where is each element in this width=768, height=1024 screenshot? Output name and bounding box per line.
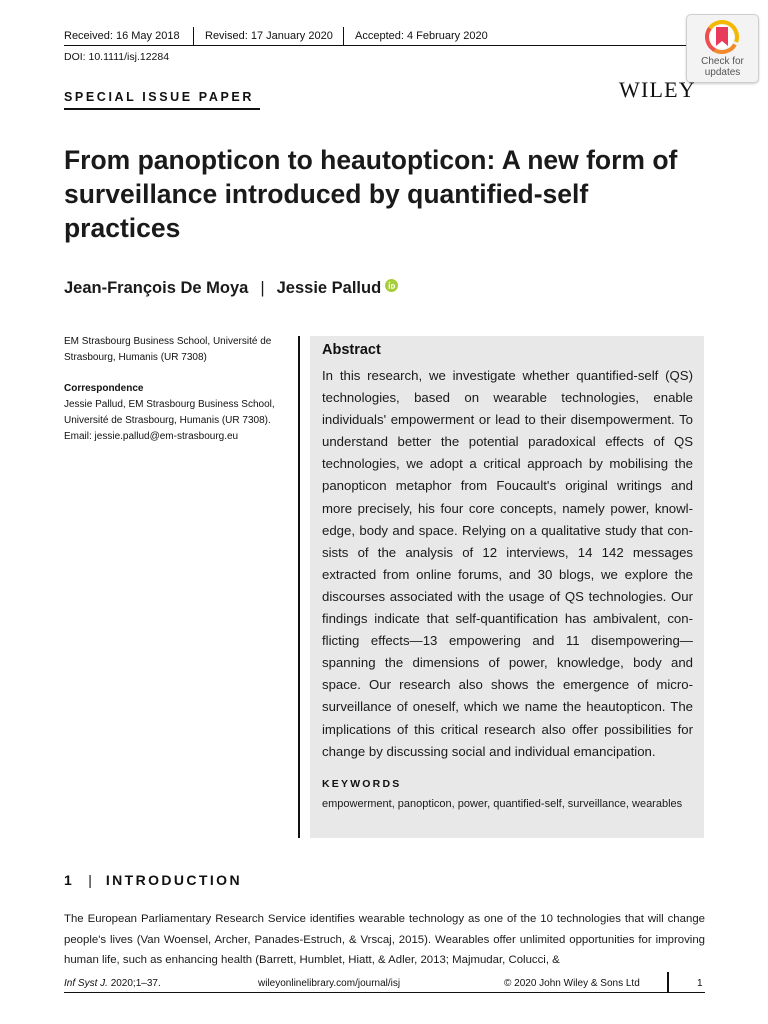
keywords-heading: KEYWORDS bbox=[322, 778, 402, 790]
revised-date: Revised: 17 January 2020 bbox=[205, 30, 333, 42]
section-title: INTRODUCTION bbox=[105, 872, 242, 888]
keywords-text: empowerment, panopticon, power, quantified-self, surveillance, wearables bbox=[322, 798, 683, 810]
author-line bbox=[64, 279, 398, 298]
section-number: 1 bbox=[64, 872, 75, 888]
header-divider bbox=[193, 27, 194, 46]
footer-copyright: © 2020 John Wiley & Sons Ltd bbox=[504, 978, 640, 989]
received-date: Received: 16 May 2018 bbox=[64, 30, 180, 42]
intro-paragraph: The European Parliamentary Research Service identifies wearable technology as one of the 10 technologies that will change people's lives (Van Woensel, Archer, Panades-Estruch, & Vrscaj, 2015). Wearables offer unlimited opportunities for improving human life, such as enhancing health (Barrett, Humblet, Hiatt, & Adler, 2013; Majmudar, Colucci, & bbox=[64, 913, 705, 966]
abstract-box bbox=[310, 336, 704, 838]
page-number: 1 bbox=[697, 978, 703, 989]
correspondence-heading: Correspondence bbox=[64, 383, 144, 394]
header-rule bbox=[64, 45, 686, 46]
section-heading bbox=[64, 872, 242, 888]
correspondence-email[interactable]: Email: jessie.pallud@em-strasbourg.eu bbox=[64, 431, 239, 442]
author-name[interactable]: Jessie Pallud bbox=[276, 279, 382, 297]
footer-url[interactable]: wileyonlinelibrary.com/journal/isj bbox=[258, 978, 401, 989]
abstract-text: In this research, we investigate whether quantified-self (QS) technologies, based on wearable technologies, enable individuals' empowerment or lead to their disempowerment. To understand better the potential paradoxical effects of QS technologies, we adopt a critical approach by mobilising the panopticon metaphor from Foucault's original writings and more precisely, his four core concepts, namely power, knowledge, body and space. Relying on a qualitative study that consists of the analysis of 12 interviews, 14 142 messages extracted from online forums, and 30 blogs, we explore the discourses associated with the usage of QS technologies. Our findings indicate that self-quantification has ambivalent, conflicting effects—13 empowering and 11 disempowering—spanning the dimensions of power, knowledge, body and space. Our research also shows the emergence of micro-surveillance of oneself, which we name the heautopticon. The implications of this critical research also offer possibilities for change by discussing social and individual emancipation. bbox=[322, 368, 693, 759]
correspondence bbox=[64, 381, 290, 445]
footer-rule bbox=[64, 992, 705, 993]
footer-volume: 2020;1–37. bbox=[110, 978, 161, 989]
section-underline bbox=[64, 108, 260, 110]
section-separator: | bbox=[88, 872, 92, 888]
header-divider bbox=[343, 27, 344, 46]
footer-citation bbox=[64, 978, 161, 989]
author-name[interactable]: Jean-François De Moya bbox=[64, 279, 249, 297]
correspondence-text: Jessie Pallud, EM Strasbourg Business School, Université de Strasbourg, Humanis (UR 7308). bbox=[64, 399, 275, 426]
check-for-updates-badge[interactable] bbox=[686, 14, 759, 83]
author-separator: | bbox=[260, 279, 265, 297]
affiliation: EM Strasbourg Business School, Université de Strasbourg, Humanis (UR 7308) bbox=[64, 336, 272, 363]
abstract-heading: Abstract bbox=[322, 342, 381, 358]
bookmark-ring-icon bbox=[704, 19, 740, 55]
publisher-logo: WILEY bbox=[619, 77, 696, 102]
accepted-date: Accepted: 4 February 2020 bbox=[355, 30, 488, 42]
doi[interactable]: DOI: 10.1111/isj.12284 bbox=[64, 51, 170, 63]
column-divider bbox=[298, 336, 300, 838]
footer-tick bbox=[667, 972, 669, 992]
section-label: SPECIAL ISSUE PAPER bbox=[64, 90, 254, 104]
badge-text: Check for updates bbox=[701, 56, 744, 78]
article-title: From panopticon to heautopticon: A new form of surveillance introduced by quantified-self practices bbox=[64, 145, 678, 243]
orcid-icon[interactable] bbox=[385, 279, 398, 292]
footer-journal: Inf Syst J. bbox=[64, 978, 108, 989]
